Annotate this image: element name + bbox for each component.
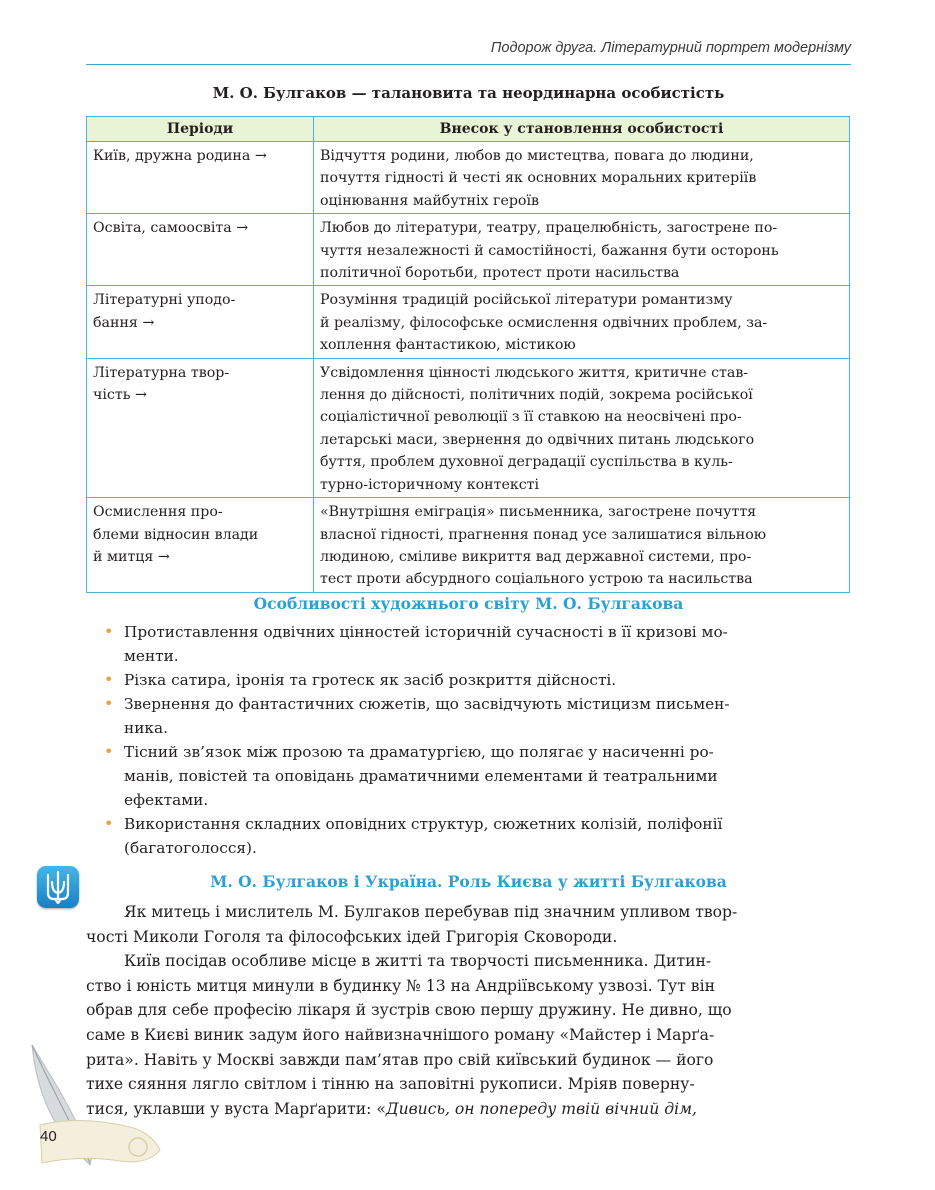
paragraph-2 — [86, 949, 850, 1121]
text-line: оцінювання майбутніх героїв — [320, 192, 539, 209]
contribution-cell — [314, 358, 850, 497]
text-line: «Внутрішня еміграція» письменника, загострене почуття — [320, 504, 757, 521]
text-line: політичної боротьби, протест проти насильства — [320, 265, 680, 282]
bullet-icon: • — [104, 670, 114, 689]
period-cell — [87, 358, 314, 497]
table-body — [87, 142, 850, 593]
trident-icon — [37, 866, 79, 908]
contribution-cell — [314, 286, 850, 358]
table-title: М. О. Булгаков — талановита та неординарна особистість — [212, 84, 725, 102]
column-header-contribution: Внесок у становлення особистості — [314, 117, 850, 142]
table-header-row — [87, 117, 850, 142]
text-line: Звернення до фантастичних сюжетів, що засвідчують містицизм письмен- — [124, 695, 730, 713]
text-line: тихе сяяння лягло світлом і тінню на заповітні рукописи. Мріяв поверну- — [86, 1075, 695, 1094]
text-line: чості Миколи Гоголя та філософських ідей Григорія Сковороди. — [86, 927, 618, 946]
text-line: Протиставлення одвічних цінностей історичній сучасності в її кризові мо- — [124, 623, 728, 641]
column-header-periods: Періоди — [87, 117, 314, 142]
contribution-cell — [314, 498, 850, 593]
bullet-icon: • — [104, 742, 114, 761]
text-line: менти. — [124, 647, 179, 665]
feature-item — [104, 692, 850, 740]
text-line: Різка сатира, іронія та гротеск як засіб розкриття дійсності. — [124, 671, 617, 689]
ukraine-section-title: М. О. Булгаков і Україна. Роль Києва у житті Булгакова — [210, 872, 727, 891]
feature-item — [104, 668, 850, 692]
text-line: власної гідності, прагнення понад усе залишатися вільною — [320, 526, 767, 543]
bullet-icon: • — [104, 814, 114, 833]
bullet-icon: • — [104, 622, 114, 641]
contribution-cell — [314, 142, 850, 214]
period-cell — [87, 498, 314, 593]
text-line: й реалізму, філософське осмислення одвічних проблем, за- — [320, 314, 768, 331]
body-text — [86, 900, 850, 1121]
text-line: Освіта, самоосвіта → — [93, 220, 249, 237]
table-row — [87, 286, 850, 358]
text-line: (багатоголосся). — [124, 839, 257, 857]
margarita-quote: Дивись, он попереду твій вічний дім, — [385, 1099, 697, 1118]
feature-item — [104, 620, 850, 668]
text-line: Використання складних оповідних структур, сюжетних колізій, поліфонії — [124, 815, 723, 833]
text-line: летарські маси, звернення до одвічних питань людського — [320, 431, 755, 448]
features-list — [104, 620, 850, 860]
text-line: Літературна твор- — [93, 364, 230, 381]
text-line: турно-історичному контексті — [320, 476, 540, 493]
text-line: Любов до літератури, театру, працелюбність, загострене по- — [320, 220, 778, 237]
bullet-icon: • — [104, 694, 114, 713]
text-line: Відчуття родини, любов до мистецтва, повага до людини, — [320, 148, 754, 164]
text-line: ство і юність митця минули в будинку № 13 на Андріївському узвозі. Тут він — [86, 976, 715, 995]
text-line: Розуміння традицій російської літератури романтизму — [320, 292, 733, 309]
text-line: ефектами. — [124, 791, 209, 809]
feature-item — [104, 812, 850, 860]
table-row — [87, 142, 850, 214]
text-line: лення до дійсності, політичних подій, зокрема російської — [320, 387, 753, 404]
text-line: хоплення фантастикою, містикою — [320, 337, 576, 354]
period-cell — [87, 214, 314, 286]
text-line: ника. — [124, 719, 168, 737]
header-divider — [86, 64, 851, 65]
running-head: Подорож друга. Літературний портрет модернізму — [490, 40, 851, 56]
text-line: Як митець і мислитель М. Булгаков перебував під значним упливом твор- — [124, 903, 738, 921]
text-line: Тісний зв’язок між прозою та драматургією, що полягає у насиченні ро- — [124, 743, 714, 761]
text-line: чуття незалежності й самостійності, бажання бути осторонь — [320, 242, 779, 259]
text-line: обрав для себе професію лікаря й зустрів свою першу дружину. Не дивно, що — [86, 1001, 732, 1020]
text-line: буття, проблем духовної деградації суспільства в куль- — [320, 454, 733, 471]
paragraph-1 — [86, 900, 850, 949]
features-title: Особливості художнього світу М. О. Булгакова — [253, 594, 684, 613]
text-line: саме в Києві виник задум його найвизначнішого роману «Майстер і Марґа- — [86, 1025, 715, 1044]
period-cell — [87, 286, 314, 358]
text-line: рита». Навіть у Москві завжди пам’ятав про свій київський будинок — його — [86, 1050, 714, 1069]
period-cell — [87, 142, 314, 214]
contribution-cell — [314, 214, 850, 286]
table-row — [87, 214, 850, 286]
text-line: блеми відносин влади — [93, 526, 259, 543]
table-row — [87, 498, 850, 593]
text-line: чість → — [93, 387, 147, 404]
text-line: Осмислення про- — [93, 504, 223, 521]
text-line: соціалістичної революції з її ставкою на неосвічені про- — [320, 409, 742, 426]
text-line: Київ, дружна родина → — [93, 148, 267, 164]
text-line: тест проти абсурдного соціального устрою та насильства — [320, 571, 753, 588]
text-line: Київ посідав особливе місце в житті та творчості письменника. Дитин- — [124, 952, 712, 971]
text-line: й митця → — [93, 548, 170, 565]
text-line: тися, уклавши у вуста Марґарити: « — [86, 1099, 386, 1118]
quill-scroll-decoration — [20, 1015, 170, 1175]
text-line: манів, повістей та оповідань драматичними елементами й театральними — [124, 767, 718, 785]
page-number: 40 — [40, 1128, 57, 1145]
text-line: Усвідомлення цінності людського життя, критичне став- — [320, 364, 749, 381]
feature-item — [104, 740, 850, 812]
text-line: бання → — [93, 314, 155, 331]
periods-table — [86, 116, 850, 593]
text-line: почуття гідності й честі як основних моральних критеріїв — [320, 170, 757, 187]
text-line: Літературні уподо- — [93, 292, 236, 309]
table-row — [87, 358, 850, 497]
text-line: людиною, сміливе викриття вад державної системи, про- — [320, 548, 752, 565]
